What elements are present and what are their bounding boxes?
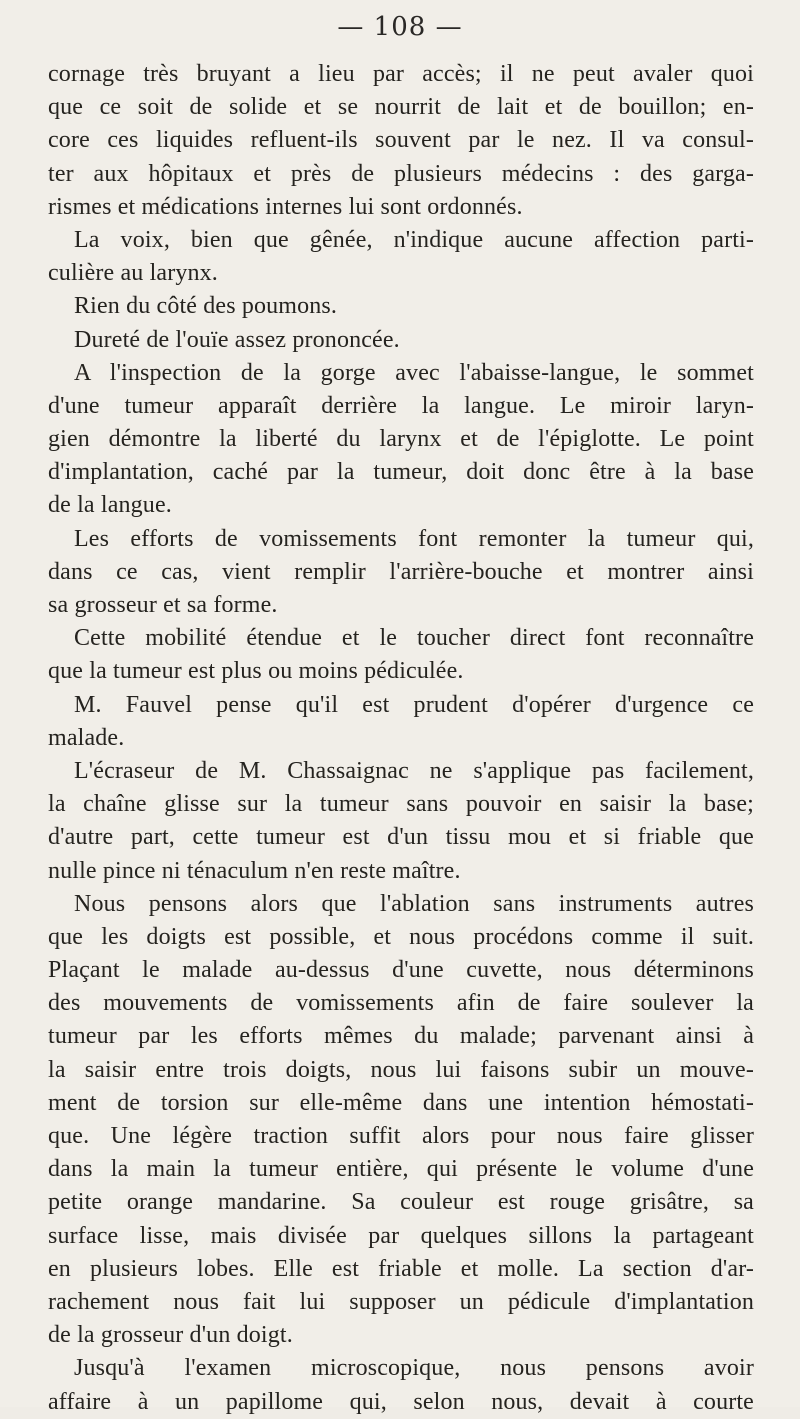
text-line: ter aux hôpitaux et près de plusieurs médecins : des garga-: [48, 160, 754, 187]
text-line: tumeur par les efforts mêmes du malade; parvenant ainsi à: [48, 1023, 754, 1050]
text-line: de la langue.: [48, 492, 172, 519]
text-line: affaire à un papillome qui, selon nous, devait à courte: [48, 1388, 754, 1415]
text-line: core ces liquides refluent-ils souvent par le nez. Il va consul-: [48, 127, 754, 154]
text-line: rismes et médications internes lui sont ordonnés.: [48, 193, 523, 220]
text-line: Les efforts de vomissements font remonter la tumeur qui,: [74, 525, 754, 552]
text-line: gien démontre la liberté du larynx et de l'épiglotte. Le point: [48, 426, 754, 453]
text-line: culière au larynx.: [48, 260, 218, 287]
bleed-through-area: [48, 1372, 754, 1373]
text-line: M. Fauvel pense qu'il est prudent d'opérer d'urgence ce: [74, 691, 754, 718]
text-line: La voix, bien que gênée, n'indique aucune affection parti-: [74, 226, 754, 253]
text-line: d'une tumeur apparaît derrière la langue. Le miroir laryn-: [48, 392, 754, 419]
text-line: A l'inspection de la gorge avec l'abaisse-langue, le sommet: [74, 359, 754, 386]
text-line: d'autre part, cette tumeur est d'un tissu mou et si friable que: [48, 824, 754, 851]
text-line: rachement nous fait lui supposer un pédicule d'implantation: [48, 1288, 754, 1315]
text-line: que la tumeur est plus ou moins pédiculée.: [48, 658, 464, 685]
text-line: sa grosseur et sa forme.: [48, 592, 278, 618]
text-line: Rien du côté des poumons.: [74, 293, 338, 320]
text-line: malade.: [48, 724, 125, 751]
text-line: en plusieurs lobes. Elle est friable et molle. La section d'ar-: [48, 1255, 754, 1282]
text-line: cornage très bruyant a lieu par accès; il ne peut avaler quoi: [48, 61, 754, 87]
text-line: nulle pince ni ténaculum n'en reste maître.: [48, 857, 461, 884]
text-line: Cette mobilité étendue et le toucher direct font reconnaître: [74, 625, 754, 652]
text-line: que ce soit de solide et se nourrit de lait et de bouillon; en-: [48, 94, 754, 121]
text-line: Plaçant le malade au-dessus d'une cuvette, nous déterminons: [48, 957, 754, 984]
text-line: L'écraseur de M. Chassaignac ne s'applique pas facilement,: [74, 757, 754, 784]
text-line: que les doigts est possible, et nous procédons comme il suit.: [48, 923, 754, 950]
text-line: d'implantation, caché par la tumeur, doit donc être à la base: [48, 459, 754, 486]
text-line: ment de torsion sur elle-même dans une intention hémostati-: [48, 1089, 754, 1116]
text-line: Nous pensons alors que l'ablation sans instruments autres: [74, 890, 754, 917]
body-text: [48, 58, 754, 1419]
page-number: — 108 —: [337, 12, 463, 42]
text-line: dans ce cas, vient remplir l'arrière-bouche et montrer ainsi: [48, 558, 754, 585]
text-line: Jusqu'à l'examen microscopique, nous pensons avoir: [74, 1355, 754, 1382]
text-line: de la grosseur d'un doigt.: [48, 1322, 293, 1349]
text-line: que. Une légère traction suffit alors pour nous faire glisser: [48, 1123, 754, 1149]
text-line: dans la main la tumeur entière, qui présente le volume d'une: [48, 1156, 754, 1183]
text-line: la saisir entre trois doigts, nous lui faisons subir un mouve-: [48, 1056, 754, 1083]
text-line: la chaîne glisse sur la tumeur sans pouvoir en saisir la base;: [48, 791, 754, 818]
text-line: des mouvements de vomissements afin de faire soulever la: [48, 990, 754, 1017]
text-line: surface lisse, mais divisée par quelques sillons la partageant: [48, 1222, 754, 1249]
text-line: petite orange mandarine. Sa couleur est rouge grisâtre, sa: [48, 1189, 754, 1216]
text-line: Dureté de l'ouïe assez prononcée.: [74, 326, 400, 353]
